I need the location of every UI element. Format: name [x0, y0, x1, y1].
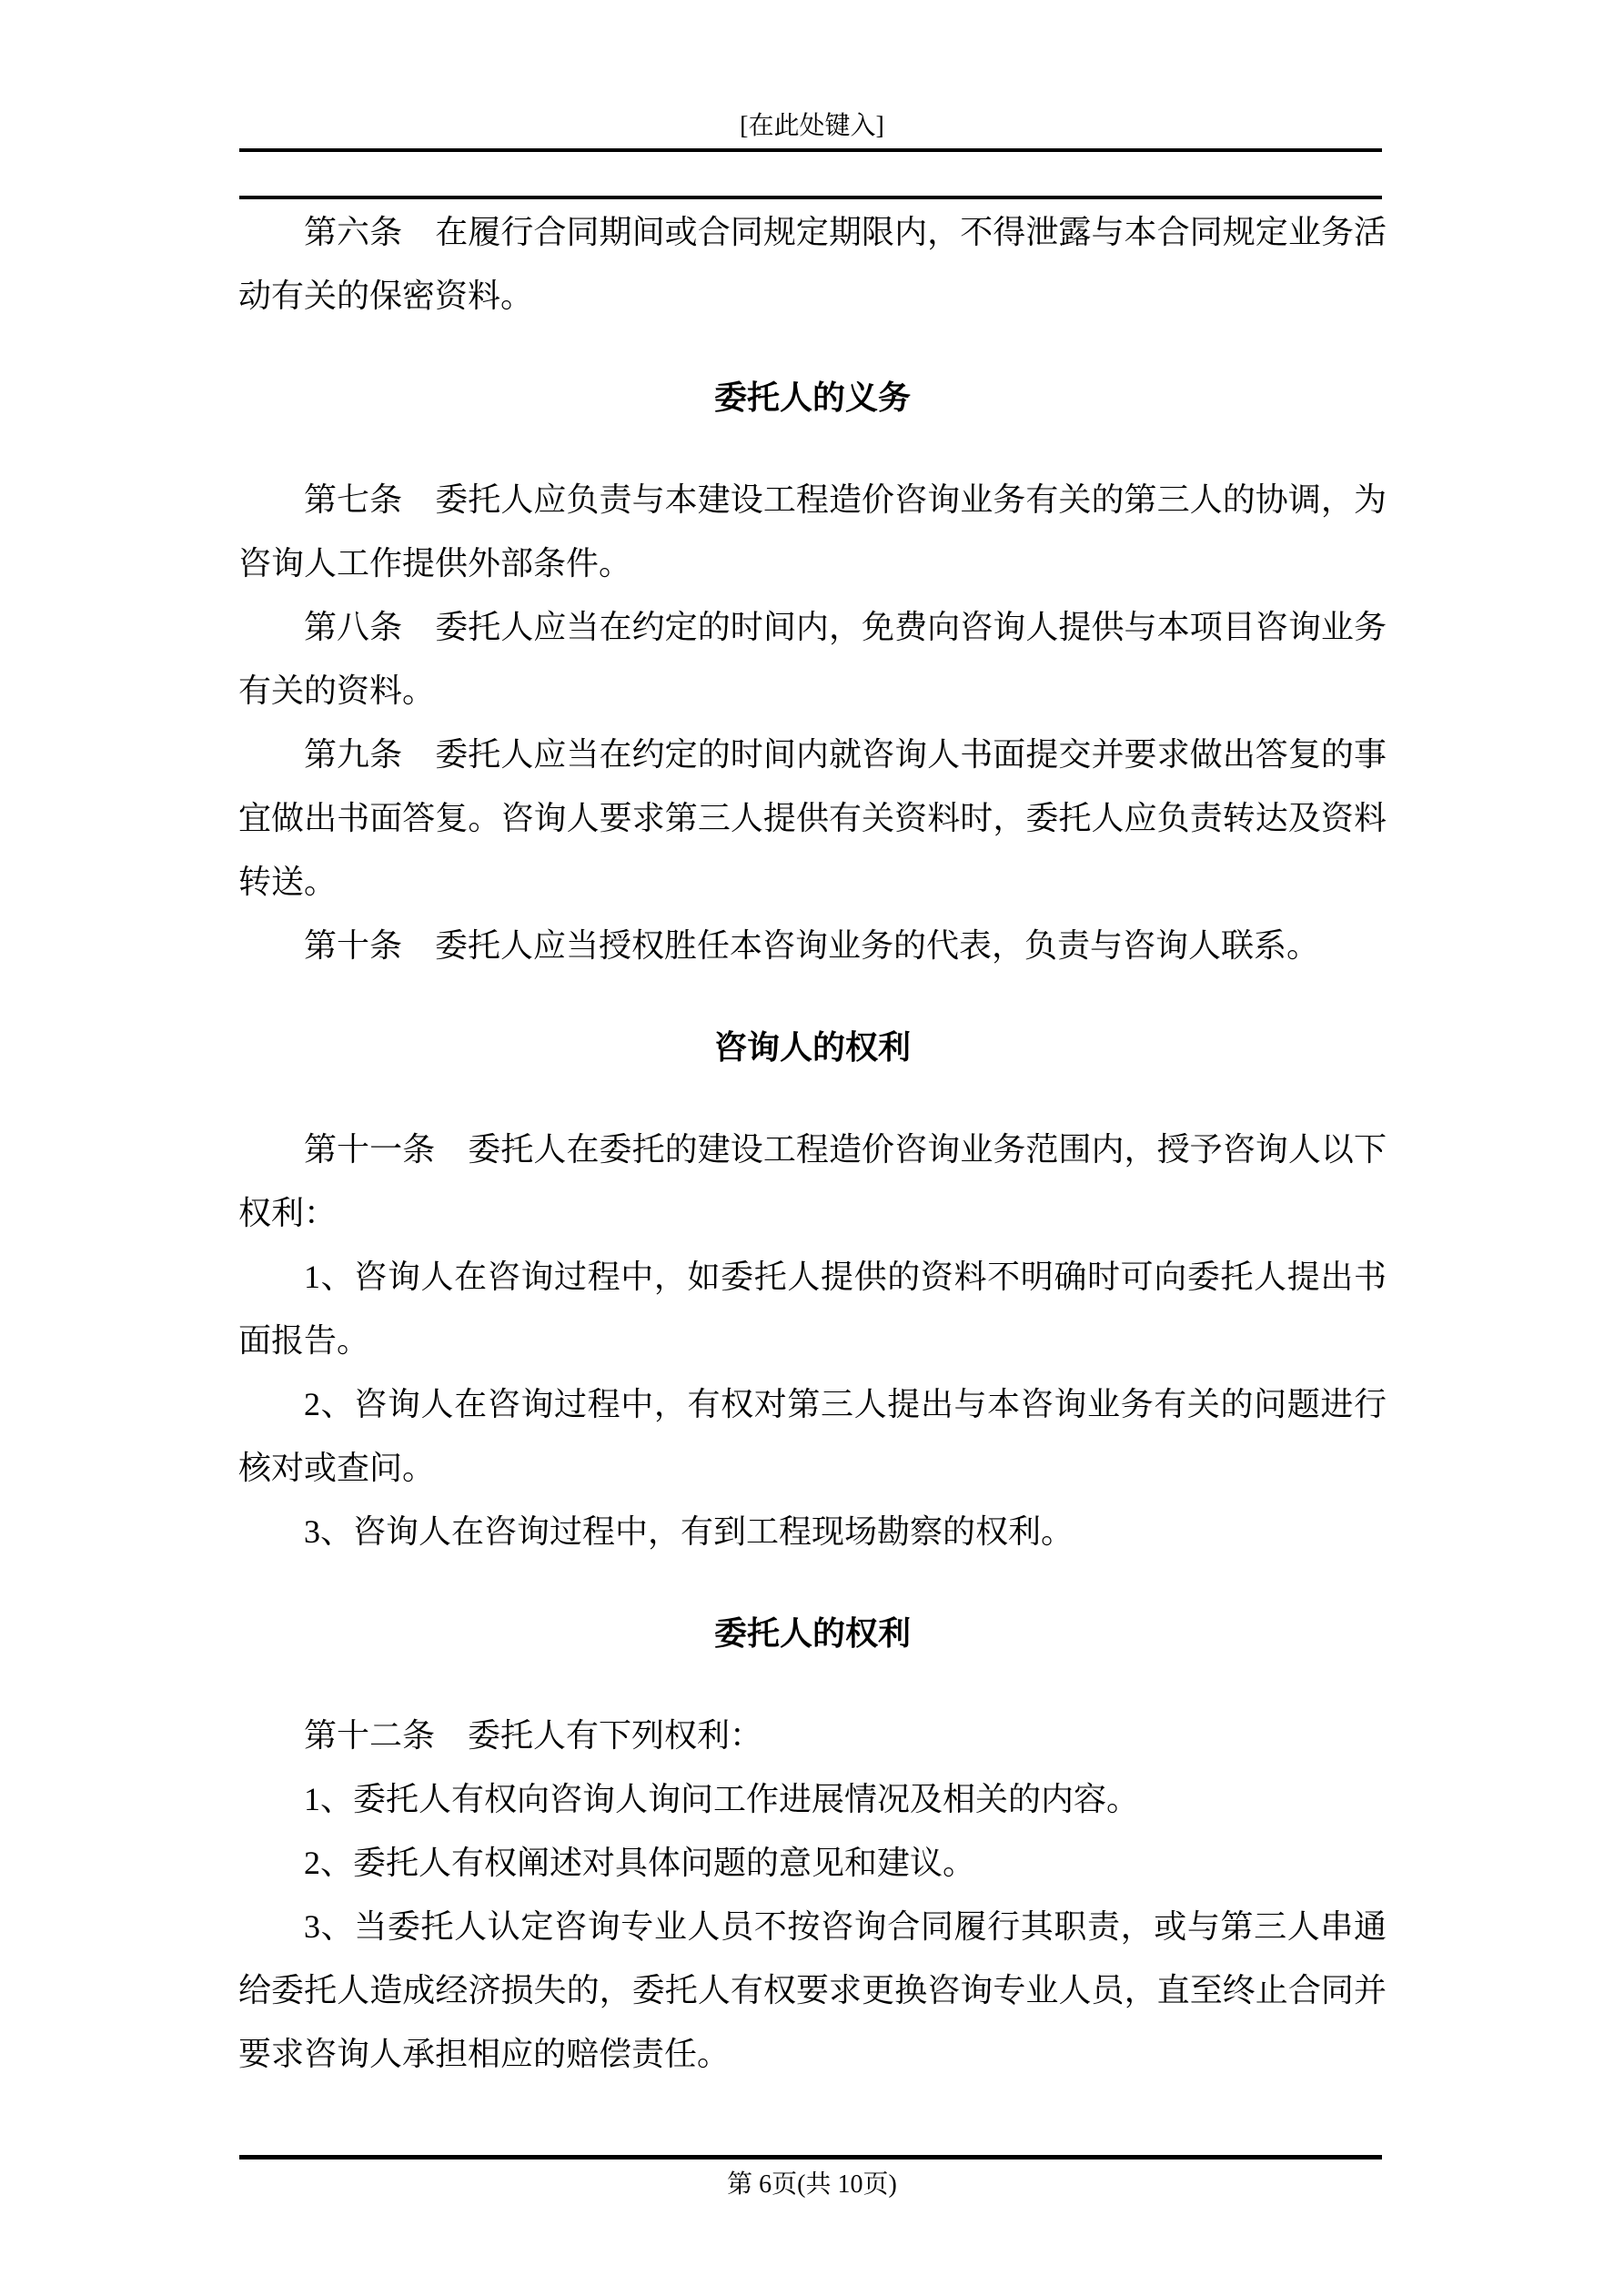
contract-body [238, 200, 1387, 2086]
contract-paragraph: 第十条 委托人应当授权胜任本咨询业务的代表，负责与咨询人联系。 [304, 927, 1320, 964]
footer-rule [239, 2155, 1382, 2159]
contract-paragraph: 3、咨询人在咨询过程中，有到工程现场勘察的权利。 [304, 1513, 1074, 1550]
contract-paragraph: 第十二条 委托人有下列权利： [304, 1717, 763, 1754]
header-rule-bottom [239, 196, 1382, 199]
contract-paragraph: 3、当委托人认定咨询专业人员不按咨询合同履行其职责，或与第三人串通给委托人造成经济损失的，委托人有权要求更换咨询专业人员，直至终止合同并要求咨询人承担相应的赔偿责任。 [238, 1908, 1387, 2072]
contract-paragraph: 1、咨询人在咨询过程中，如委托人提供的资料不明确时可向委托人提出书面报告。 [238, 1259, 1387, 1359]
contract-paragraph: 2、委托人有权阐述对具体问题的意见和建议。 [304, 1845, 976, 1881]
section-heading: 咨询人的权利 [713, 1028, 911, 1066]
contract-paragraph: 第十一条 委托人在委托的建设工程造价咨询业务范围内，授予咨询人以下权利： [238, 1131, 1387, 1231]
header-typed-placeholder: [在此处键入] [740, 112, 884, 140]
contract-paragraph: 第七条 委托人应负责与本建设工程造价咨询业务有关的第三人的协调，为咨询人工作提供外部条件。 [238, 481, 1387, 582]
contract-paragraph: 第六条 在履行合同期间或合同规定期限内，不得泄露与本合同规定业务活动有关的保密资料。 [238, 214, 1387, 314]
section-heading: 委托人的义务 [713, 379, 911, 416]
header-rule-top [239, 148, 1382, 152]
contract-paragraph: 第八条 委托人应当在约定的时间内，免费向咨询人提供与本项目咨询业务有关的资料。 [238, 609, 1387, 709]
contract-paragraph: 2、咨询人在咨询过程中，有权对第三人提出与本咨询业务有关的问题进行核对或查问。 [238, 1386, 1387, 1486]
contract-paragraph: 第九条 委托人应当在约定的时间内就咨询人书面提交并要求做出答复的事宜做出书面答复。咨询人要求第三人提供有关资料时，委托人应负责转达及资料转送。 [238, 736, 1387, 900]
contract-paragraph: 1、委托人有权向咨询人询问工作进展情况及相关的内容。 [304, 1781, 1140, 1817]
page-number: 第 6页(共 10页) [727, 2170, 897, 2199]
section-heading: 委托人的权利 [713, 1614, 911, 1652]
